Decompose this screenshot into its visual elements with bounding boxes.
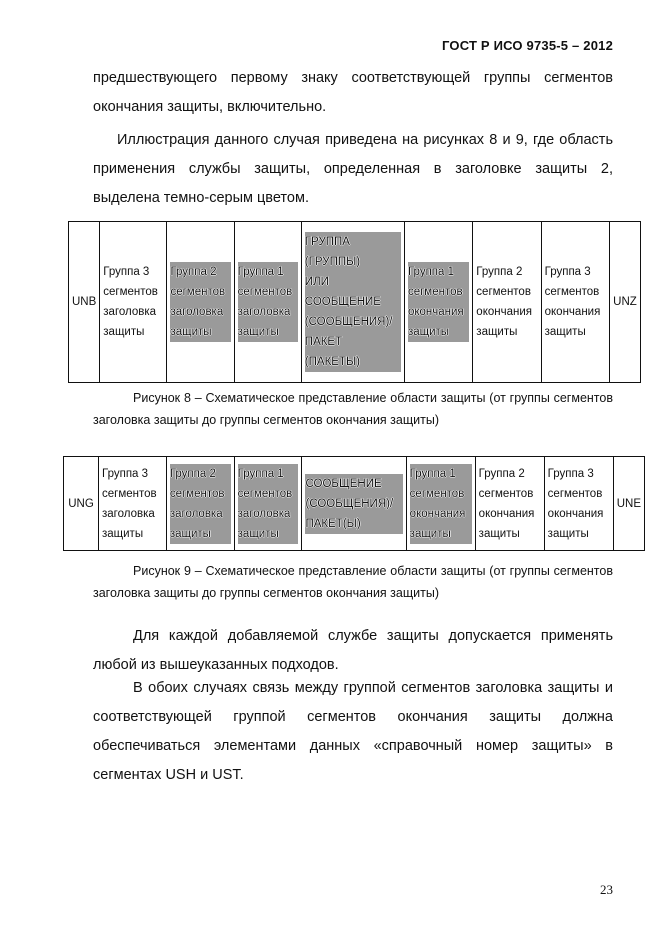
cell-text-line: (СООБЩЕНИЯ)/: [305, 494, 402, 514]
cell-text-line: защиты: [170, 322, 230, 342]
une-label: UNE: [616, 497, 641, 510]
cell-text-line: защиты: [102, 527, 144, 540]
cell-text-line: Группа 1: [408, 262, 469, 282]
figure-8-caption: Рисунок 8 – Схематическое представление области защиты (от группы сегментов заголовка защиты до группы сегментов окончания защиты): [93, 391, 613, 427]
cell-text-line: Группа 2: [478, 467, 525, 480]
cell-text-line: окончания: [544, 306, 601, 318]
cell-text-line: Группа 1: [238, 464, 299, 484]
ung-cell: [64, 457, 99, 551]
cell-text-line: заголовка: [102, 507, 155, 520]
cell-text-line: заголовка: [103, 306, 157, 318]
cell-text-line: защиты: [410, 524, 472, 544]
cell-text-line: ИЛИ: [305, 272, 401, 292]
cell-text-line: заголовка: [238, 302, 298, 322]
figure-9-diagram: [63, 456, 645, 551]
cell-text-line: Группа 3: [544, 266, 591, 278]
cell-text-line: окончания: [547, 507, 604, 520]
cell-text-line: Группа 1: [238, 262, 298, 282]
fig9-cell-4: [302, 457, 406, 551]
cell-text-line: (ГРУППЫ): [305, 252, 401, 272]
cell-text-line: сегментов: [408, 282, 469, 302]
cell-text-line: защиты: [408, 322, 469, 342]
unb-label: UNB: [72, 296, 97, 308]
cell-text-line: СООБЩЕНИЕ: [305, 292, 401, 312]
cell-text-line: защиты: [544, 326, 586, 338]
cell-text-line: окончания: [408, 302, 469, 322]
fig8-cell-6: [473, 222, 541, 383]
cell-text-line: защиты: [476, 326, 518, 338]
cell-text-line: заголовка: [238, 504, 299, 524]
fig9-cell-3: [234, 457, 302, 551]
fig9-cell-2: [166, 457, 234, 551]
cell-text-line: сегментов: [170, 282, 230, 302]
cell-text-line: Группа 2: [170, 262, 230, 282]
fig8-cell-1: [100, 222, 167, 383]
fig8-cell-4: [301, 222, 404, 383]
cell-text-line: Группа 3: [102, 467, 149, 480]
cell-text-line: сегментов: [238, 484, 299, 504]
fig9-cell-5: [406, 457, 475, 551]
cell-text-line: окончания: [476, 306, 532, 318]
cell-text-line: ГРУППА: [305, 232, 401, 252]
paragraph-linkage: В обоих случаях связь между группой сегментов заголовка защиты и соответствующей группой сегментов окончания защиты должна обеспечиваться элементами данных «справочный номер защиты» в сегментах USH и UST.: [93, 680, 613, 783]
cell-text-line: СООБЩЕНИЕ: [305, 474, 402, 494]
cell-text-line: (СООБЩЕНИЯ)/: [305, 312, 401, 332]
unz-cell: [610, 222, 641, 383]
fig8-cell-2: [167, 222, 234, 383]
ung-label: UNG: [68, 497, 94, 510]
fig9-cell-7: [544, 457, 613, 551]
cell-text-line: защиты: [547, 527, 589, 540]
figure-9-caption: Рисунок 9 – Схематическое представление области защиты (от группы сегментов заголовка защиты до группы сегментов окончания защиты): [93, 564, 613, 600]
paragraph-illustration: Иллюстрация данного случая приведена на рисунках 8 и 9, где область применения службы защиты, определенная в заголовке защиты 2, выделена темно-серым цветом.: [93, 132, 613, 206]
cell-text-line: защиты: [103, 326, 145, 338]
cell-text-line: сегментов: [102, 487, 157, 500]
cell-text-line: сегментов: [170, 484, 231, 504]
cell-text-line: сегментов: [544, 286, 600, 298]
cell-text-line: Группа 1: [410, 464, 472, 484]
cell-text-line: заголовка: [170, 504, 231, 524]
cell-text-line: Группа 3: [103, 266, 150, 278]
cell-text-line: Группа 2: [170, 464, 231, 484]
cell-text-line: сегментов: [478, 487, 534, 500]
unz-label: UNZ: [613, 296, 637, 308]
paragraph-approaches: Для каждой добавляемой службе защиты допускается применять любой из вышеуказанных подходов.: [93, 628, 613, 673]
cell-text-line: Группа 3: [547, 467, 594, 480]
paragraph-continuation: предшествующего первому знаку соответствующей группы сегментов окончания защиты, включительно.: [93, 70, 613, 115]
cell-text-line: защиты: [238, 524, 299, 544]
cell-text-line: сегментов: [103, 286, 158, 298]
fig8-cell-3: [234, 222, 301, 383]
fig9-cell-1: [99, 457, 167, 551]
cell-text-line: окончания: [410, 504, 472, 524]
cell-text-line: (ПАКЕТЫ): [305, 352, 401, 372]
cell-text-line: защиты: [478, 527, 520, 540]
page-number: 23: [600, 882, 613, 897]
fig8-cell-7: [541, 222, 609, 383]
document-header: ГОСТ Р ИСО 9735-5 – 2012: [442, 38, 613, 53]
cell-text-line: ПАКЕТ: [305, 332, 401, 352]
cell-text-line: сегментов: [476, 286, 531, 298]
cell-text-line: защиты: [170, 524, 231, 544]
fig8-cell-5: [404, 222, 472, 383]
unb-cell: [69, 222, 100, 383]
cell-text-line: сегментов: [238, 282, 298, 302]
figure-8-diagram: [68, 221, 641, 383]
cell-text-line: заголовка: [170, 302, 230, 322]
cell-text-line: Группа 2: [476, 266, 523, 278]
cell-text-line: сегментов: [410, 484, 472, 504]
cell-text-line: ПАКЕТ(Ы): [305, 514, 402, 534]
cell-text-line: окончания: [478, 507, 535, 520]
une-cell: [613, 457, 644, 551]
fig9-cell-6: [475, 457, 544, 551]
cell-text-line: защиты: [238, 322, 298, 342]
cell-text-line: сегментов: [547, 487, 603, 500]
